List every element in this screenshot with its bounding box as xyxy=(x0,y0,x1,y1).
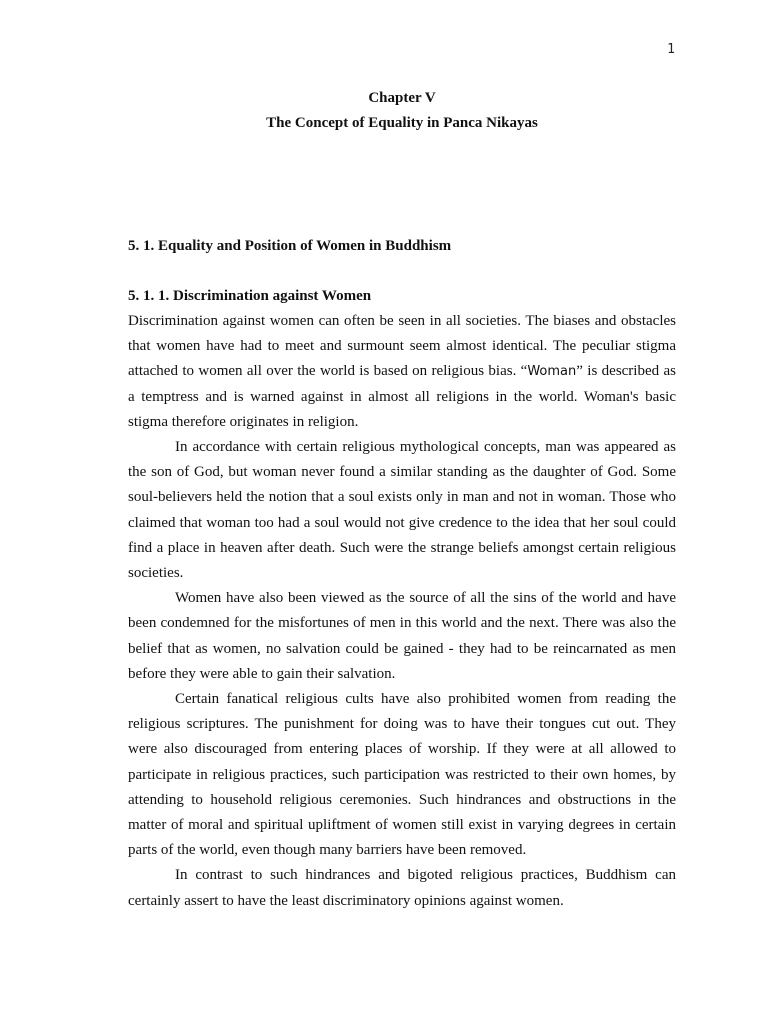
chapter-title: Chapter V xyxy=(368,90,436,106)
paragraph-1 xyxy=(128,309,676,435)
paragraph-2: In accordance with certain religious mythological concepts, man was appeared as the son of God, but woman never found a similar standing as the daughter of God. Some soul-believers held the notion that a soul exists only in man and not in woman. Those who claimed that woman too had a soul would not give credence to the idea that her soul could find a place in heaven after death. Such were the strange beliefs amongst certain religious societies. xyxy=(128,439,676,582)
chapter-subtitle: The Concept of Equality in Panca Nikayas xyxy=(266,115,538,131)
paragraph-1-part2: ” is described as a temptress and is warned against in almost all religions in the world. Woman's basic stigma therefore originates in religion. xyxy=(128,363,676,430)
paragraph-5: In contrast to such hindrances and bigoted religious practices, Buddhism can certainly assert to have the least discriminatory opinions against women. xyxy=(128,867,676,909)
chapter-header xyxy=(128,86,676,136)
paragraph-1-part1: Discrimination against women can often be seen in all societies. The biases and obstacles that women have had to meet and surmount seem almost identical. The peculiar stigma attached to women all over the world is based on religious bias. “ xyxy=(128,313,676,380)
paragraph-4: Certain fanatical religious cults have also prohibited women from reading the religious scriptures. The punishment for doing was to have their tongues cut out. They were also discouraged from entering places of worship. If they were at all allowed to participate in religious practices, such participation was restricted to their own homes, by attending to household religious ceremonies. Such hindrances and obstructions in the matter of moral and spiritual upliftment of women still exist in varying degrees in certain parts of the world, even though many barriers have been removed. xyxy=(128,691,676,859)
paragraph-1-woman-word: Woman xyxy=(527,364,577,380)
paragraph-3: Women have also been viewed as the source of all the sins of the world and have been condemned for the misfortunes of men in this world and the next. There was also the belief that as women, no salvation could be gained - they had to be reincarnated as men before they were able to gain their salvation. xyxy=(128,590,676,682)
body-text xyxy=(128,309,676,914)
section-heading: 5. 1. Equality and Position of Women in Buddhism xyxy=(128,238,452,254)
page-number: 1 xyxy=(667,42,675,57)
subsection-heading: 5. 1. 1. Discrimination against Women xyxy=(128,288,372,304)
